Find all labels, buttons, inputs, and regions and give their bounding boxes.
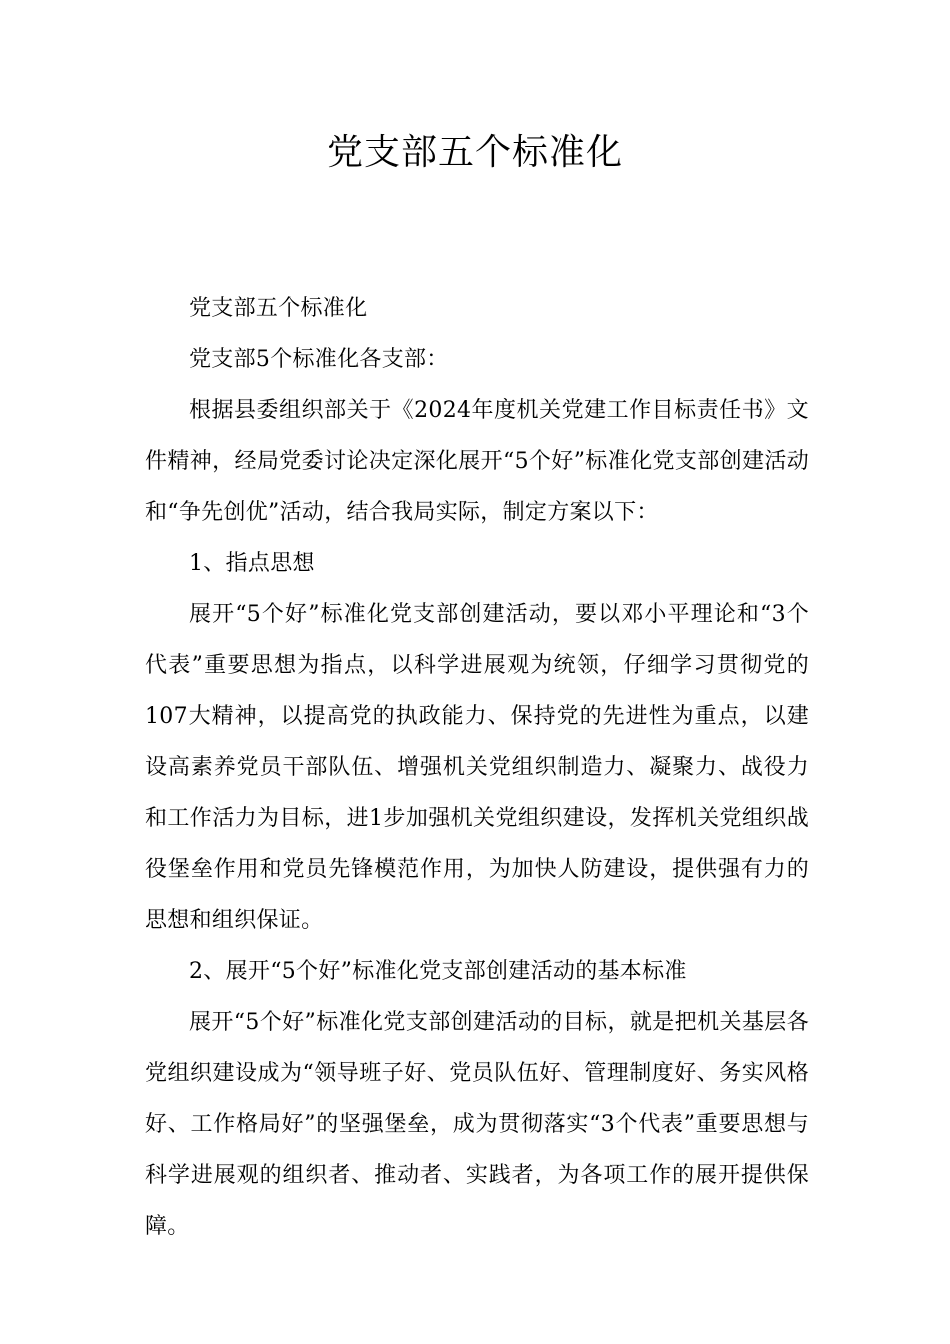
document-body xyxy=(145,283,809,1252)
paragraph-basic-standards: 展开“5个好”标准化党支部创建活动的目标，就是把机关基层各党组织建设成为“领导班子好、党员队伍好、管理制度好、务实风格好、工作格局好”的坚强堡垒，成为贯彻落实“3个代表”重要思想与科学进展观的组织者、推动者、实践者，为各项工作的展开提供保障。 xyxy=(145,1010,809,1239)
paragraph-intro: 根据县委组织部关于《2024年度机关党建工作目标责任书》文件精神，经局党委讨论决定深化展开“5个好”标准化党支部创建活动和“争先创优”活动，结合我局实际，制定方案以下： xyxy=(145,398,809,525)
document-title: 党支部五个标准化 xyxy=(326,132,623,173)
paragraph-heading-repeat: 党支部五个标准化 xyxy=(189,296,368,321)
paragraph-salutation: 党支部5个标准化各支部： xyxy=(189,347,449,372)
paragraph-guiding-thought: 展开“5个好”标准化党支部创建活动，要以邓小平理论和“3个代表”重要思想为指点，以科学进展观为统领，仔细学习贯彻党的107大精神，以提高党的执政能力、保持党的先进性为重点，以建设高素养党员干部队伍、增强机关党组织制造力、凝聚力、战役力和工作活力为目标，进1步加强机关党组织建设，发挥机关党组织战役堡垒作用和党员先锋模范作用，为加快人防建设，提供强有力的思想和组织保证。 xyxy=(145,602,809,933)
section-heading-1: 1、指点思想 xyxy=(189,551,315,576)
section-heading-2: 2、展开“5个好”标准化党支部创建活动的基本标准 xyxy=(189,959,687,984)
